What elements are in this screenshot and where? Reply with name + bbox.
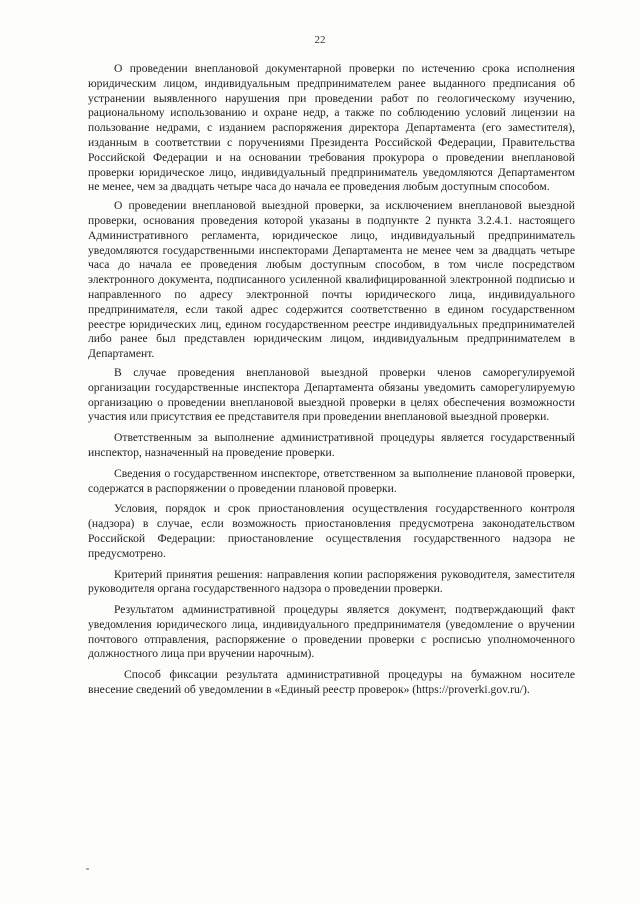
paragraph-result-recording-method: Способ фиксации результата административной процедуры на бумажном носителе внесение сведений об уведомлении в «Единый реестр проверок» (https://proverki.gov.ru/). xyxy=(88,668,575,697)
paragraph-responsible-person: Ответственным за выполнение административной процедуры является государственный инспектор, назначенный на проведение проверки. xyxy=(88,431,575,459)
paragraph-documentary-inspection-notice: О проведении внеплановой документарной проверки по истечению срока исполнения юридическим лицом, индивидуальным предпринимателем ранее выданного предписания об устранении выявленного нарушения при проведении работ по геологическому изучению, рациональному использованию и охране недр, а также по соблюдению условий лицензии на пользование недрами, с изданием распоряжения директора Департамента (его заместителя), изданным в соответствии с поручениями Президента Российской Федерации, Правительства Российской Федерации и на основании требования прокурора о проведении внеплановой проверки юридическое лицо, индивидуальный предприниматель уведомляются Департаментом не менее, чем за двадцать четыре часа до начала ее проведения любым доступным способом. xyxy=(88,62,575,194)
paragraph-sro-members-notice: В случае проведения внеплановой выездной проверки членов саморегулируемой организации государственные инспектора Департамента обязаны уведомить саморегулируемую организацию о проведении внеплановой выездной проверки в целях обеспечения возможности участия или присутствия ее представителя при проведении внеплановой выездной проверки. xyxy=(88,365,575,424)
paragraph-field-inspection-notice: О проведении внеплановой выездной проверки, за исключением внеплановой выездной проверки, основания проведения которой указаны в подпункте 2 пункта 3.2.4.1. настоящего Административного регламента, юридическое лицо, индивидуальный предприниматель уведомляются государственными инспекторами Департамента не менее чем за двадцать четыре часа до начала ее проведения любым доступным способом, в том числе посредством электронного документа, подписанного усиленной квалифицированной электронной подписью и направленного по адресу электронной почты юридического лица, индивидуального предпринимателя, если такой адрес содержится соответственно в едином государственном реестре юридических лиц, едином государственном реестре индивидуальных предпринимателей либо ранее был представлен юридическим лицом, индивидуальным предпринимателем в Департамент. xyxy=(88,199,575,361)
scan-speck xyxy=(86,868,89,870)
paragraph-procedure-result: Результатом административной процедуры является документ, подтверждающий факт уведомления юридического лица, индивидуального предпринимателя (уведомление о вручении почтового отправления, распоряжение о проведении проверки с росписью уполномоченного должностного лица при вручении нарочным). xyxy=(88,603,575,661)
paragraph-decision-criterion: Критерий принятия решения: направления копии распоряжения руководителя, заместителя руководителя органа государственного надзора о проведении проверки. xyxy=(88,567,575,596)
paragraph-inspector-info: Сведения о государственном инспекторе, ответственном за выполнение плановой проверки, содержатся в распоряжении о проведении плановой проверки. xyxy=(88,466,575,495)
page-number: 22 xyxy=(314,34,326,46)
paragraph-suspension-conditions: Условия, порядок и срок приостановления осуществления государственного контроля (надзора) в случае, если возможность приостановления предусмотрена законодательством Российской Федерации: приостановление осуществления государственного надзора не предусмотрено. xyxy=(88,502,575,560)
document-body xyxy=(88,62,575,704)
